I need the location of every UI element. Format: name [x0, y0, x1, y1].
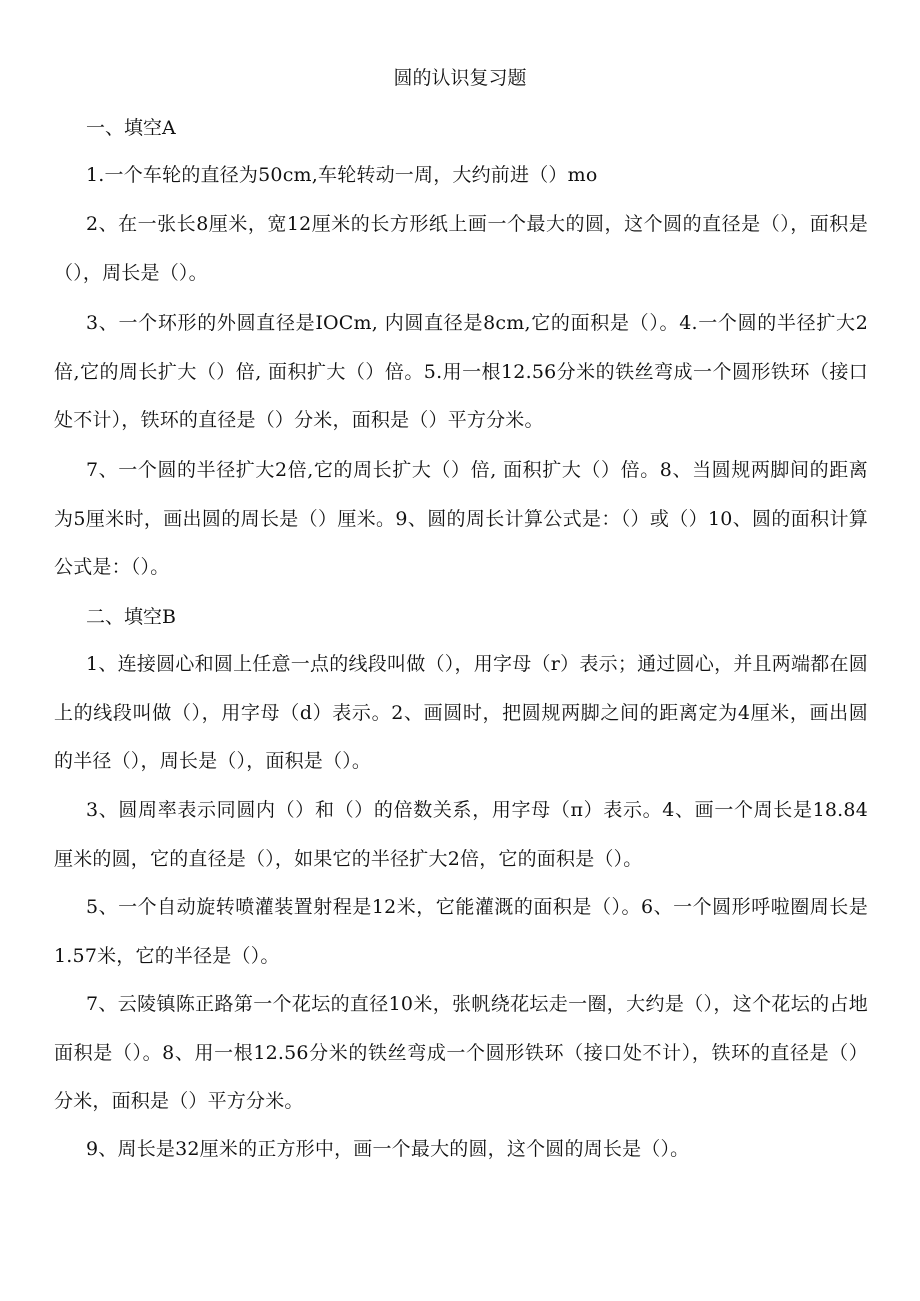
question-paragraph: 7、一个圆的半径扩大2倍,它的周长扩大（）倍, 面积扩大（）倍。8、当圆规两脚间的距离为5厘米时，画出圆的周长是（）厘米。9、圆的周长计算公式是：（）或（）10、圆的面积计算公式是：（）。 — [54, 459, 868, 578]
page-title: 圆的认识复习题 — [393, 67, 527, 89]
question-paragraph: 1.一个车轮的直径为50cm,车轮转动一周，大约前进（）mo — [86, 164, 598, 186]
section-a-heading: 一、填空A — [86, 117, 176, 139]
question-paragraph: 5、一个自动旋转喷灌装置射程是12米，它能灌溉的面积是（）。6、一个圆形呼啦圈周长是1.57米，它的半径是（）。 — [54, 896, 868, 967]
question-paragraph: 3、圆周率表示同圆内（）和（）的倍数关系，用字母（π）表示。4、画一个周长是18.84厘米的圆，它的直径是（），如果它的半径扩大2倍，它的面积是（）。 — [54, 799, 868, 870]
question-paragraph: 2、在一张长8厘米，宽12厘米的长方形纸上画一个最大的圆，这个圆的直径是（），面积是（），周长是（）。 — [54, 213, 868, 284]
question-paragraph: 9、周长是32厘米的正方形中，画一个最大的圆，这个圆的周长是（）。 — [86, 1138, 690, 1160]
question-paragraph: 1、连接圆心和圆上任意一点的线段叫做（），用字母（r）表示；通过圆心，并且两端都在圆上的线段叫做（），用字母（d）表示。2、画圆时，把圆规两脚之间的距离定为4厘米，画出圆的半径（），周长是（），面积是（）。 — [54, 653, 868, 772]
question-paragraph: 3、一个环形的外圆直径是IOCm, 内圆直径是8cm,它的面积是（）。4.一个圆的半径扩大2倍,它的周长扩大（）倍, 面积扩大（）倍。5.用一根12.56分米的铁丝弯成一个圆形铁环（接口处不计），铁环的直径是（）分米，面积是（）平方分米。 — [54, 312, 868, 431]
section-b-heading: 二、填空B — [86, 606, 176, 628]
question-paragraph: 7、云陵镇陈正路第一个花坛的直径10米，张帆绕花坛走一圈，大约是（），这个花坛的占地面积是（）。8、用一根12.56分米的铁丝弯成一个圆形铁环（接口处不计），铁环的直径是（）分米，面积是（）平方分米。 — [54, 993, 868, 1112]
